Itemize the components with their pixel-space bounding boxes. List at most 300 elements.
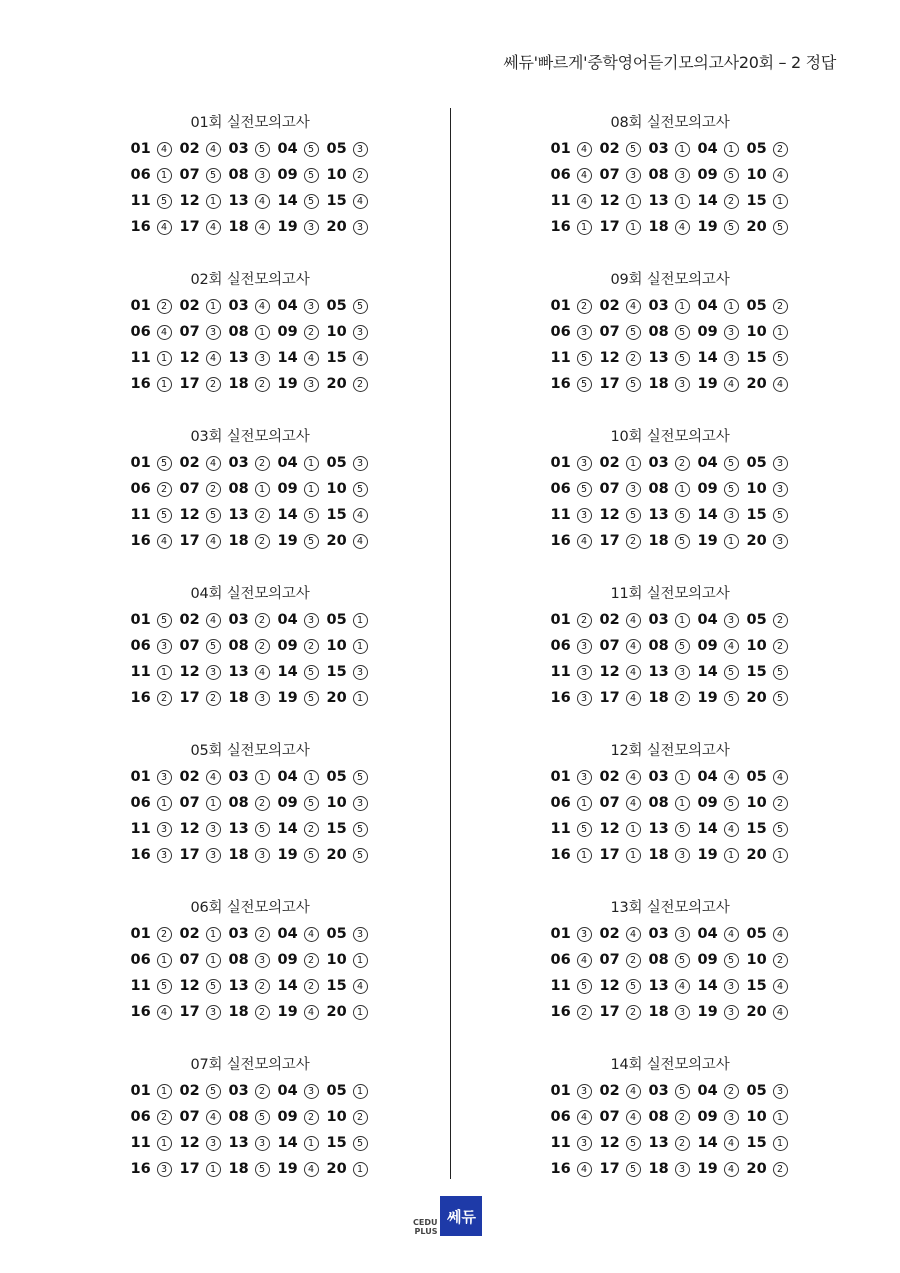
- answer-item: [229, 476, 272, 502]
- answer-item: [649, 188, 692, 214]
- answer-choice: 4: [724, 1162, 739, 1177]
- answer-choice: 5: [773, 508, 788, 523]
- question-number: 04: [277, 1083, 298, 1099]
- answer-choice: 5: [353, 1136, 368, 1151]
- answer-item: [278, 450, 321, 476]
- answer-item: [600, 1156, 643, 1182]
- answer-choice: 5: [157, 979, 172, 994]
- answer-item: [131, 345, 174, 371]
- answer-choice: 2: [626, 1005, 641, 1020]
- answer-item: [747, 162, 790, 188]
- answer-choice: 5: [353, 848, 368, 863]
- answer-item: [649, 1078, 692, 1104]
- answer-item: [600, 319, 643, 345]
- answer-choice: 4: [157, 325, 172, 340]
- answer-choice: 2: [255, 927, 270, 942]
- answer-choice: 4: [206, 770, 221, 785]
- question-number: 09: [277, 952, 298, 968]
- question-number: 15: [746, 821, 767, 837]
- answer-choice: 1: [773, 1136, 788, 1151]
- answer-item: [131, 842, 174, 868]
- question-number: 19: [277, 376, 298, 392]
- answer-choice: 2: [353, 168, 368, 183]
- question-number: 15: [746, 193, 767, 209]
- answer-choice: 3: [353, 325, 368, 340]
- question-number: 08: [228, 324, 249, 340]
- question-number: 05: [746, 769, 767, 785]
- answer-item: [600, 136, 643, 162]
- answer-item: [327, 1078, 370, 1104]
- answer-item: [278, 476, 321, 502]
- answer-choice: 5: [206, 508, 221, 523]
- answer-choice: 2: [724, 1084, 739, 1099]
- answer-choice: 5: [577, 377, 592, 392]
- answer-choice: 1: [353, 691, 368, 706]
- answer-item: [551, 1156, 594, 1182]
- answer-choice: 5: [577, 979, 592, 994]
- answer-item: [551, 842, 594, 868]
- answer-item: [131, 947, 174, 973]
- answer-choice: 3: [255, 953, 270, 968]
- question-number: 11: [130, 350, 151, 366]
- answer-row: [100, 607, 400, 633]
- answer-choice: 1: [304, 482, 319, 497]
- question-number: 02: [179, 926, 200, 942]
- question-number: 02: [179, 1083, 200, 1099]
- answer-choice: 4: [255, 220, 270, 235]
- answer-choice: 2: [255, 979, 270, 994]
- answer-item: [600, 345, 643, 371]
- answer-choice: 5: [724, 665, 739, 680]
- answer-choice: 5: [626, 508, 641, 523]
- answer-choice: 5: [304, 691, 319, 706]
- question-number: 12: [599, 1135, 620, 1151]
- answer-item: [698, 1078, 741, 1104]
- answer-row: [100, 1078, 400, 1104]
- question-number: 15: [746, 978, 767, 994]
- answer-item: [649, 816, 692, 842]
- question-number: 07: [599, 952, 620, 968]
- question-number: 09: [697, 481, 718, 497]
- answer-row: [520, 947, 820, 973]
- answer-row: [100, 1156, 400, 1182]
- question-number: 16: [130, 1004, 151, 1020]
- answer-item: [600, 633, 643, 659]
- answer-choice: 5: [724, 456, 739, 471]
- answer-item: [180, 921, 223, 947]
- answer-item: [747, 999, 790, 1025]
- answer-item: [698, 973, 741, 999]
- answer-choice: 2: [157, 927, 172, 942]
- answer-choice: 2: [157, 1110, 172, 1125]
- answer-choice: 3: [675, 377, 690, 392]
- answer-item: [278, 293, 321, 319]
- answer-item: [131, 685, 174, 711]
- answer-choice: 2: [255, 1005, 270, 1020]
- answer-item: [698, 450, 741, 476]
- question-number: 13: [228, 507, 249, 523]
- answer-item: [180, 293, 223, 319]
- question-number: 06: [550, 638, 571, 654]
- answer-item: [278, 790, 321, 816]
- question-number: 16: [550, 533, 571, 549]
- question-number: 02: [599, 926, 620, 942]
- answer-item: [180, 790, 223, 816]
- answer-item: [278, 162, 321, 188]
- answer-item: [747, 633, 790, 659]
- question-number: 07: [179, 795, 200, 811]
- question-number: 19: [277, 847, 298, 863]
- answer-item: [278, 1130, 321, 1156]
- question-number: 15: [326, 1135, 347, 1151]
- answer-choice: 4: [626, 1110, 641, 1125]
- answer-choice: 4: [626, 613, 641, 628]
- answer-choice: 2: [157, 299, 172, 314]
- answer-item: [327, 1156, 370, 1182]
- answer-choice: 4: [773, 979, 788, 994]
- answer-choice: 5: [675, 822, 690, 837]
- answer-choice: 3: [577, 508, 592, 523]
- question-number: 19: [277, 1161, 298, 1177]
- answer-item: [278, 764, 321, 790]
- answer-row: [100, 162, 400, 188]
- answer-choice: 3: [626, 482, 641, 497]
- question-number: 11: [550, 193, 571, 209]
- answer-item: [229, 293, 272, 319]
- answer-item: [551, 659, 594, 685]
- answer-choice: 3: [724, 1005, 739, 1020]
- answer-choice: 4: [255, 299, 270, 314]
- question-number: 07: [599, 638, 620, 654]
- question-number: 05: [326, 769, 347, 785]
- answer-item: [747, 1156, 790, 1182]
- question-number: 09: [277, 481, 298, 497]
- answer-row: [520, 790, 820, 816]
- answer-item: [551, 476, 594, 502]
- answer-item: [131, 633, 174, 659]
- answer-choice: 5: [206, 1084, 221, 1099]
- answer-choice: 2: [353, 377, 368, 392]
- answer-item: [229, 502, 272, 528]
- question-number: 13: [648, 507, 669, 523]
- answer-choice: 5: [724, 168, 739, 183]
- question-number: 01: [130, 141, 151, 157]
- answer-choice: 1: [724, 299, 739, 314]
- question-number: 05: [746, 298, 767, 314]
- answer-item: [649, 633, 692, 659]
- answer-row: [520, 607, 820, 633]
- answer-choice: 2: [626, 953, 641, 968]
- answer-choice: 5: [626, 1136, 641, 1151]
- question-number: 05: [326, 612, 347, 628]
- question-number: 04: [277, 612, 298, 628]
- answer-row: [520, 1078, 820, 1104]
- answer-choice: 5: [304, 534, 319, 549]
- question-number: 18: [648, 533, 669, 549]
- answer-item: [229, 659, 272, 685]
- question-number: 18: [228, 690, 249, 706]
- answer-choice: 1: [577, 220, 592, 235]
- question-number: 16: [550, 219, 571, 235]
- answer-block: [100, 1052, 400, 1209]
- answer-choice: 3: [255, 848, 270, 863]
- answer-choice: 5: [724, 691, 739, 706]
- answer-item: [600, 999, 643, 1025]
- answer-item: [649, 1104, 692, 1130]
- answer-choice: 5: [353, 482, 368, 497]
- question-number: 03: [228, 455, 249, 471]
- answer-item: [600, 188, 643, 214]
- answer-item: [747, 790, 790, 816]
- answer-choice: 5: [773, 822, 788, 837]
- answer-choice: 4: [577, 1110, 592, 1125]
- question-number: 07: [599, 795, 620, 811]
- answer-choice: 1: [577, 848, 592, 863]
- question-number: 12: [599, 350, 620, 366]
- answer-choice: 5: [724, 796, 739, 811]
- question-number: 12: [179, 664, 200, 680]
- question-number: 16: [130, 690, 151, 706]
- answer-choice: 5: [577, 822, 592, 837]
- answer-item: [278, 214, 321, 240]
- answer-choice: 4: [626, 691, 641, 706]
- answer-choice: 1: [675, 482, 690, 497]
- answer-item: [278, 921, 321, 947]
- question-number: 02: [599, 1083, 620, 1099]
- answer-item: [600, 816, 643, 842]
- question-number: 01: [550, 769, 571, 785]
- answer-choice: 5: [255, 1162, 270, 1177]
- question-number: 18: [648, 690, 669, 706]
- question-number: 04: [697, 769, 718, 785]
- question-number: 10: [746, 795, 767, 811]
- answer-item: [649, 1130, 692, 1156]
- question-number: 09: [277, 324, 298, 340]
- answer-choice: 1: [206, 299, 221, 314]
- answer-choice: 1: [206, 927, 221, 942]
- answer-item: [278, 345, 321, 371]
- question-number: 13: [648, 193, 669, 209]
- question-number: 19: [697, 219, 718, 235]
- question-number: 20: [746, 847, 767, 863]
- answer-choice: 1: [675, 299, 690, 314]
- answer-item: [327, 790, 370, 816]
- answer-choice: 5: [675, 953, 690, 968]
- answer-item: [180, 973, 223, 999]
- answer-choice: 5: [353, 299, 368, 314]
- answer-item: [649, 371, 692, 397]
- answer-choice: 2: [626, 534, 641, 549]
- answer-item: [229, 816, 272, 842]
- answer-choice: 1: [773, 848, 788, 863]
- answer-item: [747, 136, 790, 162]
- question-number: 03: [228, 926, 249, 942]
- question-number: 17: [179, 847, 200, 863]
- answer-item: [600, 1130, 643, 1156]
- answer-choice: 2: [773, 142, 788, 157]
- question-number: 10: [746, 1109, 767, 1125]
- question-number: 01: [130, 455, 151, 471]
- answer-item: [180, 214, 223, 240]
- answer-item: [229, 921, 272, 947]
- answer-choice: 1: [353, 953, 368, 968]
- answer-row: [100, 921, 400, 947]
- question-number: 19: [277, 533, 298, 549]
- answer-row: [100, 319, 400, 345]
- question-number: 07: [179, 1109, 200, 1125]
- question-number: 12: [599, 193, 620, 209]
- answer-block: [520, 110, 820, 267]
- question-number: 10: [326, 638, 347, 654]
- answer-item: [278, 502, 321, 528]
- question-number: 20: [746, 533, 767, 549]
- answer-choice: 2: [675, 456, 690, 471]
- answer-choice: 3: [353, 927, 368, 942]
- question-number: 12: [599, 507, 620, 523]
- answer-choice: 4: [626, 299, 641, 314]
- answer-choice: 1: [353, 1005, 368, 1020]
- answer-item: [649, 685, 692, 711]
- answer-choice: 1: [255, 770, 270, 785]
- answer-item: [747, 764, 790, 790]
- answer-item: [229, 371, 272, 397]
- answer-choice: 4: [206, 1110, 221, 1125]
- answer-choice: 1: [773, 325, 788, 340]
- answer-item: [649, 999, 692, 1025]
- answer-block: [100, 895, 400, 1052]
- question-number: 02: [599, 141, 620, 157]
- answer-item: [131, 1104, 174, 1130]
- question-number: 17: [599, 1161, 620, 1177]
- answer-item: [551, 188, 594, 214]
- answer-item: [327, 999, 370, 1025]
- answer-row: [100, 345, 400, 371]
- question-number: 14: [277, 664, 298, 680]
- answer-row: [100, 502, 400, 528]
- answer-choice: 5: [157, 194, 172, 209]
- answer-item: [131, 973, 174, 999]
- answer-choice: 1: [675, 770, 690, 785]
- answer-choice: 5: [675, 325, 690, 340]
- answer-item: [278, 685, 321, 711]
- answer-item: [180, 685, 223, 711]
- answer-choice: 5: [157, 508, 172, 523]
- answer-item: [180, 450, 223, 476]
- answer-row: [100, 476, 400, 502]
- answer-choice: 1: [626, 822, 641, 837]
- answer-item: [600, 1104, 643, 1130]
- answer-choice: 4: [577, 534, 592, 549]
- answer-choice: 3: [724, 613, 739, 628]
- question-number: 18: [648, 1161, 669, 1177]
- question-number: 16: [130, 533, 151, 549]
- question-number: 07: [179, 167, 200, 183]
- question-number: 04: [277, 769, 298, 785]
- answer-choice: 3: [206, 325, 221, 340]
- answer-choice: 5: [773, 665, 788, 680]
- question-number: 04: [697, 612, 718, 628]
- answer-choice: 1: [255, 325, 270, 340]
- answer-choice: 1: [724, 534, 739, 549]
- left-column: [100, 110, 400, 1209]
- answer-choice: 3: [724, 351, 739, 366]
- answer-item: [278, 999, 321, 1025]
- answer-item: [698, 502, 741, 528]
- answer-choice: 3: [577, 1136, 592, 1151]
- answer-choice: 1: [675, 194, 690, 209]
- answer-choice: 2: [304, 325, 319, 340]
- answer-item: [131, 319, 174, 345]
- answer-item: [698, 528, 741, 554]
- answer-item: [229, 345, 272, 371]
- answer-choice: 1: [773, 1110, 788, 1125]
- answer-item: [229, 842, 272, 868]
- question-number: 20: [746, 690, 767, 706]
- question-number: 03: [228, 141, 249, 157]
- question-number: 10: [326, 481, 347, 497]
- question-number: 03: [648, 298, 669, 314]
- question-number: 13: [228, 664, 249, 680]
- answer-choice: 5: [353, 822, 368, 837]
- answer-choice: 5: [304, 796, 319, 811]
- answer-item: [278, 842, 321, 868]
- answer-item: [698, 764, 741, 790]
- question-number: 20: [746, 1004, 767, 1020]
- answer-row: [100, 999, 400, 1025]
- answer-item: [327, 502, 370, 528]
- answer-item: [551, 1078, 594, 1104]
- answer-item: [698, 1156, 741, 1182]
- answer-item: [229, 607, 272, 633]
- answer-item: [180, 607, 223, 633]
- question-number: 18: [228, 847, 249, 863]
- answer-choice: 4: [304, 1005, 319, 1020]
- answer-item: [698, 319, 741, 345]
- cedu-plus-text: CEDU PLUS: [413, 1218, 438, 1236]
- answer-choice: 5: [675, 534, 690, 549]
- question-number: 07: [179, 481, 200, 497]
- answer-block: [520, 895, 820, 1052]
- answer-item: [649, 450, 692, 476]
- question-number: 19: [277, 690, 298, 706]
- question-number: 05: [746, 141, 767, 157]
- answer-choice: 3: [577, 639, 592, 654]
- answer-item: [698, 607, 741, 633]
- question-number: 05: [746, 612, 767, 628]
- answer-row: [520, 842, 820, 868]
- answer-choice: 3: [255, 168, 270, 183]
- answer-choice: 3: [157, 1162, 172, 1177]
- answer-choice: 3: [577, 691, 592, 706]
- answer-choice: 3: [577, 325, 592, 340]
- question-number: 03: [228, 298, 249, 314]
- exam-title: 11회 실전모의고사: [610, 586, 730, 602]
- answer-choice: 4: [206, 534, 221, 549]
- answer-item: [698, 921, 741, 947]
- answer-choice: 1: [626, 456, 641, 471]
- answer-item: [551, 450, 594, 476]
- question-number: 09: [697, 638, 718, 654]
- answer-item: [327, 476, 370, 502]
- question-number: 13: [648, 664, 669, 680]
- answer-item: [600, 502, 643, 528]
- question-number: 16: [130, 219, 151, 235]
- question-number: 09: [697, 795, 718, 811]
- answer-choice: 4: [626, 639, 641, 654]
- answer-item: [600, 973, 643, 999]
- answer-choice: 2: [675, 1136, 690, 1151]
- answer-item: [229, 450, 272, 476]
